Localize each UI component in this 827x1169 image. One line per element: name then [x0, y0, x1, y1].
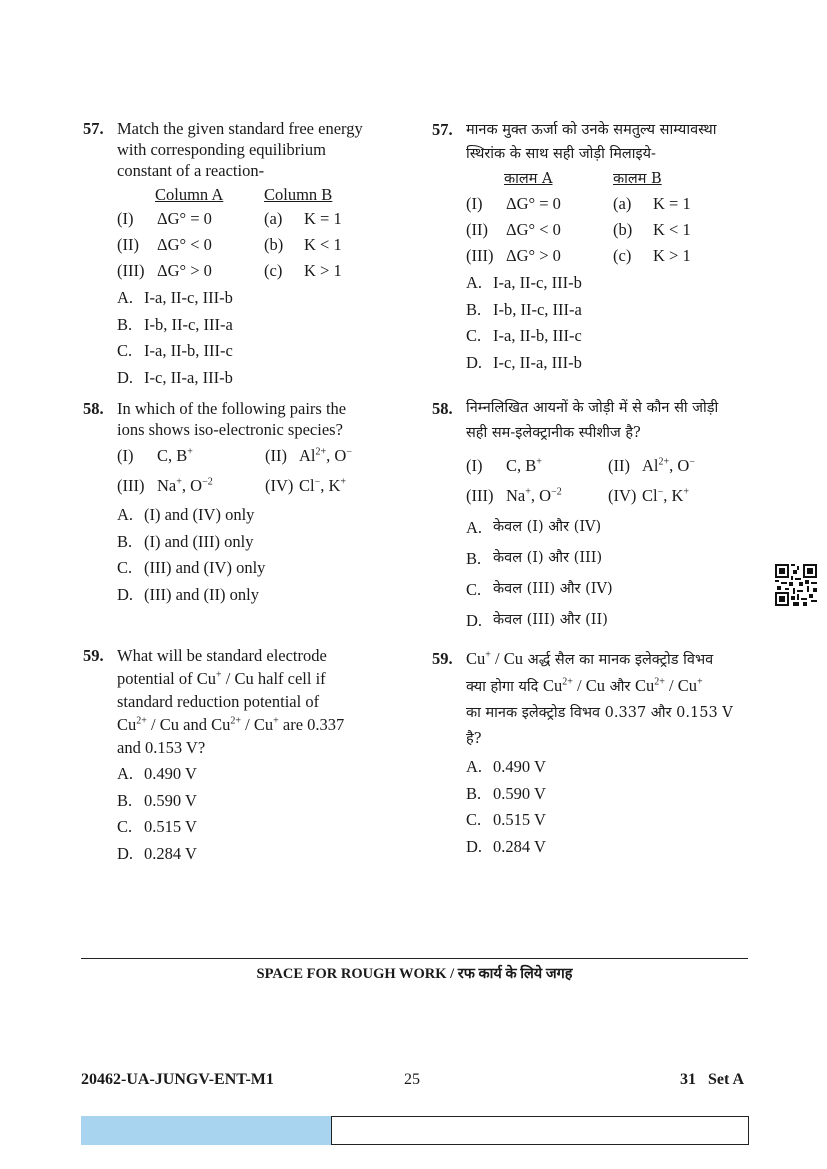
- option-c[interactable]: C. I-a, II-b, III-c: [117, 341, 233, 360]
- options-list: [466, 270, 762, 376]
- question-number: 59.: [432, 649, 453, 668]
- question-57-en: [83, 118, 423, 391]
- pair-row: (I) C, B+ (II) $Al^{2+}$, O−: [117, 445, 352, 465]
- option-c[interactable]: C. केवल (III) और (IV): [466, 580, 613, 599]
- question-58-hi: 58. निम्नलिखित आयनों के जोड़ी में से कौन सी जोड़ी सही सम-इलेक्ट्रानीक स्पीशीज है? (I) C, B+ (II) $Al^{2+}$, O− (III) Na+, $O^{-2}$ (IV) Cl−, K+ A. केवल (I) और (IV) B. केवल (I) और (III) C. केवल (III) और (IV) D. केवल (III) और (II): [432, 396, 762, 636]
- option-d[interactable]: D. (III) and (II) only: [117, 584, 259, 604]
- question-58-en: [83, 398, 423, 608]
- option-c[interactable]: C. 0.515 V: [117, 817, 197, 836]
- option-b[interactable]: B. 0.590 V: [117, 790, 197, 810]
- option-b[interactable]: B. 0.590 V: [466, 783, 546, 803]
- question-57-hi: 57. मानक मुक्त ऊर्जा को उनके समतुल्य साम्यावस्था स्थिरांक के साथ सही जोड़ी मिलाइये- कालम A कालम B (I) ΔG° = 0 (a) K = 1 (II) ΔG° < 0 (b) K < 1 (III) ΔG° > 0 (c) K > 1 A. I-a, II-c, III-b B. I-b, II-c, III-a C. I-a, II-b, III-c D. I-c, II-a, III-b: [432, 118, 762, 376]
- footer-color-bar: [81, 1116, 331, 1145]
- question-number: 58.: [83, 399, 104, 418]
- option-a[interactable]: A. (I) and (IV) only: [117, 505, 255, 524]
- set-label: 31 Set A: [680, 1071, 744, 1088]
- option-b[interactable]: B. केवल (I) और (III): [466, 549, 603, 568]
- question-number: 57.: [83, 119, 104, 138]
- match-row: (III) ΔG° > 0 (c) K > 1: [117, 260, 342, 280]
- options-list: [117, 761, 423, 867]
- option-d[interactable]: D. 0.284 V: [466, 836, 546, 856]
- question-number: 59.: [83, 646, 104, 665]
- qr-code-icon: [775, 564, 817, 606]
- option-a[interactable]: A. I-a, II-c, III-b: [466, 273, 582, 292]
- question-text-line: ions shows iso-electronic species?: [117, 420, 343, 439]
- paper-code: 20462-UA-JUNGV-ENT-M1: [81, 1071, 274, 1088]
- match-table: [117, 183, 423, 283]
- option-b[interactable]: B. I-b, II-c, III-a: [466, 299, 582, 319]
- options-list: [117, 502, 423, 608]
- match-row: (I) ΔG° = 0 (a) K = 1: [117, 208, 342, 228]
- question-text-line: constant of a reaction-: [117, 161, 265, 180]
- pair-row: (III) Na+, $O^{-2}$ (IV) Cl−, K+: [117, 475, 347, 495]
- question-text-line: Match the given standard free energy: [117, 119, 363, 138]
- option-c[interactable]: C. (III) and (IV) only: [117, 558, 266, 577]
- option-c[interactable]: C. 0.515 V: [466, 810, 546, 829]
- rough-work-divider: [81, 958, 748, 959]
- column-b-header: Column B: [264, 184, 333, 204]
- option-a[interactable]: A. 0.490 V: [117, 764, 197, 783]
- question-number: 57.: [432, 120, 453, 139]
- match-row: (II) ΔG° < 0 (b) K < 1: [117, 234, 342, 254]
- option-d[interactable]: D. केवल (III) और (II): [466, 611, 608, 630]
- option-a[interactable]: A. 0.490 V: [466, 757, 546, 776]
- options-list: [117, 285, 423, 391]
- option-c[interactable]: C. I-a, II-b, III-c: [466, 326, 582, 345]
- column-a-header: Column A: [155, 184, 224, 204]
- question-text-line: with corresponding equilibrium: [117, 140, 326, 159]
- column-b-header: कालम B: [613, 170, 662, 187]
- option-b[interactable]: B. I-b, II-c, III-a: [117, 314, 233, 334]
- pair-row: (I) C, B+ (II) $Al^{2+}$, O−: [466, 455, 695, 475]
- page-number: 25: [404, 1071, 420, 1088]
- option-d[interactable]: D. I-c, II-a, III-b: [117, 367, 233, 387]
- question-59-hi: 59. Cu+ / Cu अर्द्ध सैल का मानक इलेक्ट्रोड विभव क्या होगा यदि $Cu^{2+}$ / Cu और $Cu^{2+} / Cu^+$ का मानक इलेक्ट्रोड विभव 0.337 और 0.153 V है? A. 0.490 V B. 0.590 V C. 0.515 V D. 0.284 V: [432, 646, 762, 860]
- match-table: कालम A कालम B (I) ΔG° = 0 (a) K = 1 (II) ΔG° < 0 (b) K < 1 (III) ΔG° > 0 (c) K > 1: [466, 170, 691, 265]
- option-d[interactable]: D. I-c, II-a, III-b: [466, 352, 582, 372]
- question-text-line: In which of the following pairs the: [117, 399, 347, 418]
- option-d[interactable]: D. 0.284 V: [117, 843, 197, 863]
- column-a-header: कालम A: [504, 170, 553, 187]
- option-a[interactable]: A. केवल (I) और (IV): [466, 518, 602, 537]
- option-b[interactable]: B. (I) and (III) only: [117, 531, 254, 551]
- option-a[interactable]: A. I-a, II-c, III-b: [117, 288, 233, 307]
- question-59-en: 59. What will be standard electrode potential of Cu+ / Cu half cell if standard reduction potential of $Cu^{2+}$ / Cu and $Cu^{2+} / Cu^+$ are 0.337 and 0.153 V? A. 0.490 V B. 0.590 V C. 0.515 V D. 0.284 V: [83, 644, 423, 867]
- options-list: [466, 754, 762, 860]
- pair-row: (III) Na+, $O^{-2}$ (IV) Cl−, K+: [466, 485, 690, 505]
- rough-work-label: SPACE FOR ROUGH WORK / रफ कार्य के लिये जगह: [256, 966, 573, 982]
- footer-box: [331, 1116, 749, 1145]
- options-list: [466, 512, 762, 636]
- question-number: 58.: [432, 399, 453, 418]
